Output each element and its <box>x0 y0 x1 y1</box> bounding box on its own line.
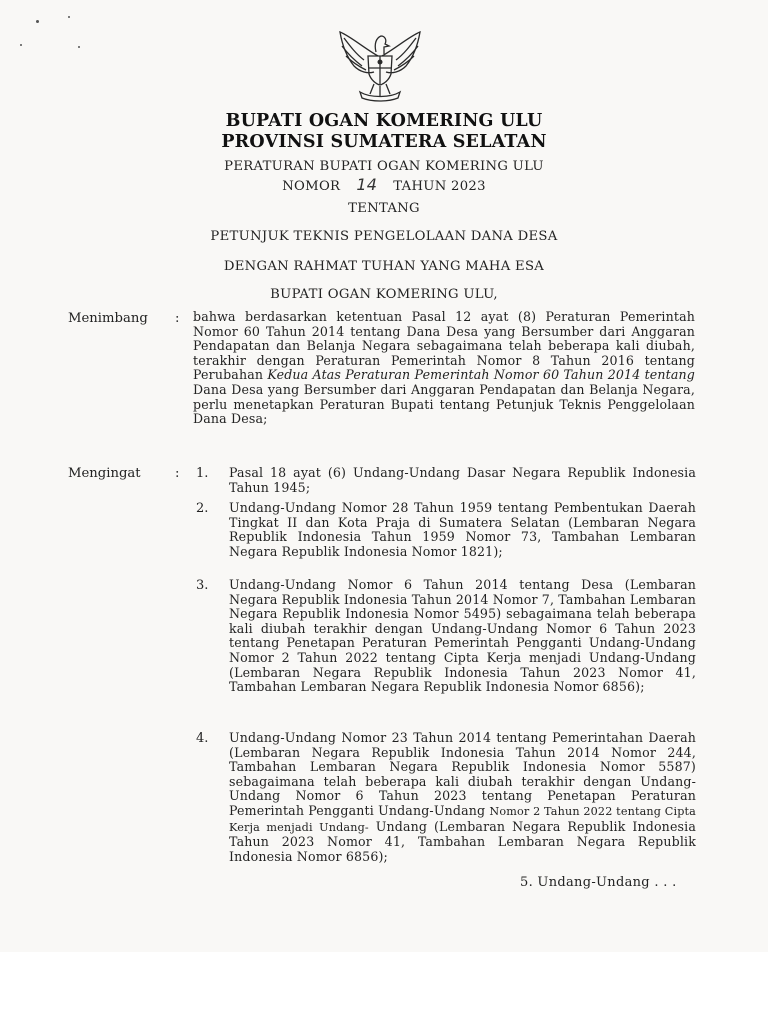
garuda-pancasila-emblem-icon <box>334 26 426 104</box>
menimbang-label: Menimbang <box>68 311 148 326</box>
mengingat-label: Mengingat <box>68 466 141 481</box>
regulation-subject: PETUNJUK TEKNIS PENGELOLAAN DANA DESA <box>210 229 558 244</box>
bupati-line: BUPATI OGAN KOMERING ULU, <box>270 287 498 302</box>
menimbang-text-italic: Kedua Atas Peraturan Pemerintah Nomor 60 Tahun 2014 tentang <box>267 367 695 383</box>
list-item-number: 2. <box>196 501 209 516</box>
number-prefix: NOMOR <box>282 179 341 194</box>
province-title: PROVINSI SUMATERA SELATAN <box>221 132 547 152</box>
menimbang-colon: : <box>175 311 180 326</box>
regent-title: BUPATI OGAN KOMERING ULU <box>225 111 543 131</box>
scan-speck <box>78 46 80 48</box>
list-item: Pasal 18 ayat (6) Undang-Undang Dasar Negara Republik Indonesia Tahun 1945; <box>229 465 696 495</box>
list-item-text-b: Undang (Lembaran Negara Republik Indonesia Tahun 2023 Nomor 41, Tambahan Lembaran Negara Republik Indonesia Nomor 6856); <box>229 818 696 864</box>
number-year: TAHUN 2023 <box>393 179 486 194</box>
scan-speck <box>68 16 70 18</box>
regulation-title: PERATURAN BUPATI OGAN KOMERING ULU <box>224 159 544 174</box>
list-item: Undang-Undang Nomor 6 Tahun 2014 tentang Desa (Lembaran Negara Republik Indonesia Tahun 2014 Nomor 7, Tambahan Lembaran Negara Republik Indonesia Nomor 5495) sebagaimana telah beberapa kali diubah terakhir dengan Undang-Undang Nomor 6 Tahun 2023 tentang Penetapan Peraturan Pemerintah Pengganti Undang-Undang Nomor 2 Tahun 2022 tentang Cipta Kerja menjadi Undang-Undang (Lembaran Negara Republik Indonesia Tahun 2023 Nomor 41, Tambahan Lembaran Negara Republik Indonesia Nomor 6856); <box>229 577 696 695</box>
tentang-heading: TENTANG <box>348 201 420 216</box>
mengingat-colon: : <box>175 466 180 481</box>
page-margin <box>0 952 768 1024</box>
list-item-text-a: Undang-Undang Nomor 23 Tahun 2014 tentang Pemerintahan Daerah (Lembaran Negara Republik Indonesia Tahun 2014 Nomor 244, Tambahan Lembaran Negara Republik Indonesia Nomor 5587) sebagaimana telah beberapa kali diubah terakhir dengan Undang-Undang Nomor 6 Tahun 2023 tentang Penetapan Peraturan Pemerintah Pengganti Undang-Undang <box>229 730 696 818</box>
list-item: Undang-Undang Nomor 28 Tahun 1959 tentang Pembentukan Daerah Tingkat II dan Kota Praja di Sumatera Selatan (Lembaran Negara Republik Indonesia Tahun 1959 Nomor 73, Tambahan Lembaran Negara Republik Indonesia Nomor 1821); <box>229 500 696 559</box>
list-item-number: 1. <box>196 466 209 481</box>
scan-speck <box>20 44 22 46</box>
regulation-number-line <box>0 175 768 194</box>
menimbang-text-a: bahwa berdasarkan ketentuan Pasal 12 ayat (8) Peraturan Pemerintah Nomor 60 Tahun 2014 tentang Dana Desa yang Bersumber dari Anggaran Pendapatan dan Belanja Negara sebagaimana telah beberapa kali diubah, terakhir dengan Peraturan Pemerintah Nomor 8 Tahun 2016 tentang Perubahan <box>193 309 695 383</box>
scan-speck <box>36 20 39 23</box>
list-item-number: 3. <box>196 578 209 593</box>
menimbang-text <box>193 310 695 427</box>
handwritten-number: 14 <box>356 175 378 194</box>
menimbang-text-b: Dana Desa yang Bersumber dari Anggaran Pendapatan dan Belanja Negara, perlu menetapkan Peraturan Bupati tentang Petunjuk Teknis Penggelolaan Dana Desa; <box>193 381 695 427</box>
list-item-number: 4. <box>196 731 209 746</box>
page-continuation: 5. Undang-Undang . . . <box>520 875 677 890</box>
rahmat-line: DENGAN RAHMAT TUHAN YANG MAHA ESA <box>223 259 545 274</box>
list-item-text-small: Nomor 2 Tahun 2022 tentang Cipta Kerja menjadi Undang- <box>229 804 697 834</box>
list-item <box>229 731 696 864</box>
